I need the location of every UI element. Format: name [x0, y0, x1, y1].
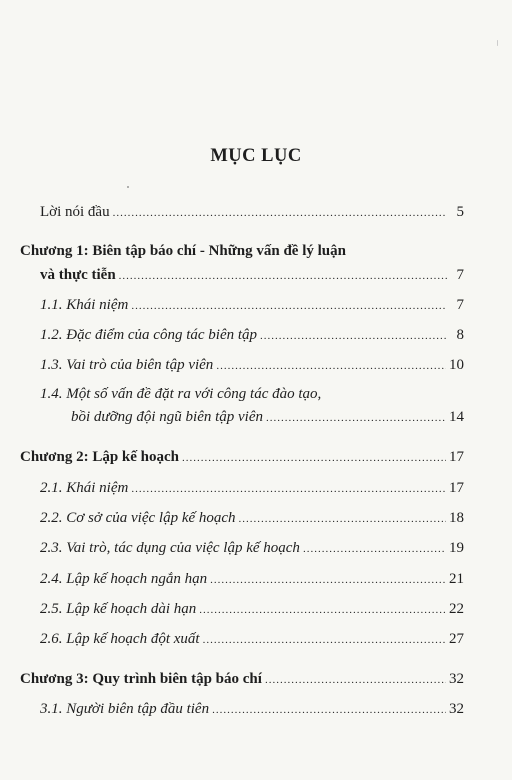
toc-entry-label: 2.1. Khái niệm: [40, 480, 129, 496]
toc-entry-label: 2.6. Lập kế hoạch đột xuất: [40, 631, 200, 647]
toc-entry-label: 1.1. Khái niệm: [40, 297, 129, 313]
toc-entry-1-2[interactable]: [40, 326, 464, 345]
toc-entry-page: 7: [456, 297, 464, 313]
toc-entry-chapter-2[interactable]: [20, 448, 464, 467]
toc-entry-2-3[interactable]: [40, 539, 464, 558]
toc-entry-label: 2.5. Lập kế hoạch dài hạn: [40, 601, 197, 617]
toc-entry-label: 1.3. Vai trò của biên tập viên: [40, 357, 214, 373]
toc-entry-page: 14: [449, 409, 464, 425]
toc-entry-2-2[interactable]: [40, 509, 464, 528]
toc-entry-page: 10: [449, 357, 464, 373]
dot-leader: [216, 357, 446, 375]
toc-entry-page: 8: [456, 327, 464, 343]
toc-entry-chapter-3[interactable]: [20, 670, 464, 689]
dot-leader: [182, 449, 446, 467]
dot-leader: [260, 327, 447, 345]
toc-entry-1-1[interactable]: [40, 296, 464, 315]
toc-entry-label: bồi dưỡng đội ngũ biên tập viên: [71, 409, 263, 425]
toc-chapter-1-title[interactable]: Chương 1: Biên tập báo chí - Những vấn đề lý luận: [20, 243, 346, 259]
toc-entry-label: 2.2. Cơ sở của việc lập kế hoạch: [40, 510, 236, 526]
toc-entry-label: 2.4. Lập kế hoạch ngắn hạn: [40, 571, 208, 587]
toc-entry-page: 17: [449, 449, 464, 465]
toc-entry-page: 5: [456, 204, 464, 220]
dot-leader: [265, 671, 446, 689]
print-speck: [497, 40, 498, 46]
dot-leader: [239, 510, 446, 528]
toc-entry-label: Lời nói đầu: [40, 204, 110, 220]
toc-entry-label: 3.1. Người biên tập đầu tiên: [40, 701, 210, 717]
toc-entry-page: 22: [449, 601, 464, 617]
toc-entry-2-1[interactable]: [40, 479, 464, 498]
dot-leader: [113, 204, 447, 222]
toc-entry-1-4[interactable]: [71, 408, 464, 427]
dot-leader: [119, 267, 447, 285]
toc-entry-2-6[interactable]: [40, 630, 464, 649]
dot-leader: [303, 540, 446, 558]
toc-entry-2-4[interactable]: [40, 570, 464, 589]
toc-entry-page: 17: [449, 480, 464, 496]
dot-leader: [210, 571, 446, 589]
toc-title: MỤC LỤC: [210, 146, 302, 166]
dot-leader: [199, 601, 446, 619]
toc-entry-1-3[interactable]: [40, 356, 464, 375]
toc-section-1-4-title[interactable]: 1.4. Một số vấn đề đặt ra với công tác đào tạo,: [40, 386, 322, 402]
print-speck: [127, 186, 129, 188]
toc-entry-label: Chương 3: Quy trình biên tập báo chí: [20, 671, 262, 687]
dot-leader: [131, 480, 446, 498]
toc-entry-preface[interactable]: [40, 203, 464, 222]
toc-entry-page: 19: [449, 540, 464, 556]
dot-leader: [131, 297, 447, 315]
dot-leader: [212, 701, 446, 719]
toc-entry-label: 2.3. Vai trò, tác dụng của việc lập kế hoạch: [40, 540, 300, 556]
toc-entry-label: và thực tiễn: [40, 267, 116, 283]
toc-entry-label: Chương 2: Lập kế hoạch: [20, 449, 180, 465]
toc-entry-page: 21: [449, 571, 464, 587]
toc-entry-page: 18: [449, 510, 464, 526]
toc-entry-page: 32: [449, 671, 464, 687]
toc-entry-2-5[interactable]: [40, 600, 464, 619]
toc-entry-chapter-1[interactable]: [40, 266, 464, 285]
toc-entry-3-1[interactable]: [40, 700, 464, 719]
toc-entry-label: 1.2. Đặc điểm của công tác biên tập: [40, 327, 258, 343]
dot-leader: [266, 409, 446, 427]
toc-entry-page: 27: [449, 631, 464, 647]
dot-leader: [203, 631, 446, 649]
toc-entry-page: 7: [456, 267, 464, 283]
toc-entry-page: 32: [449, 701, 464, 717]
